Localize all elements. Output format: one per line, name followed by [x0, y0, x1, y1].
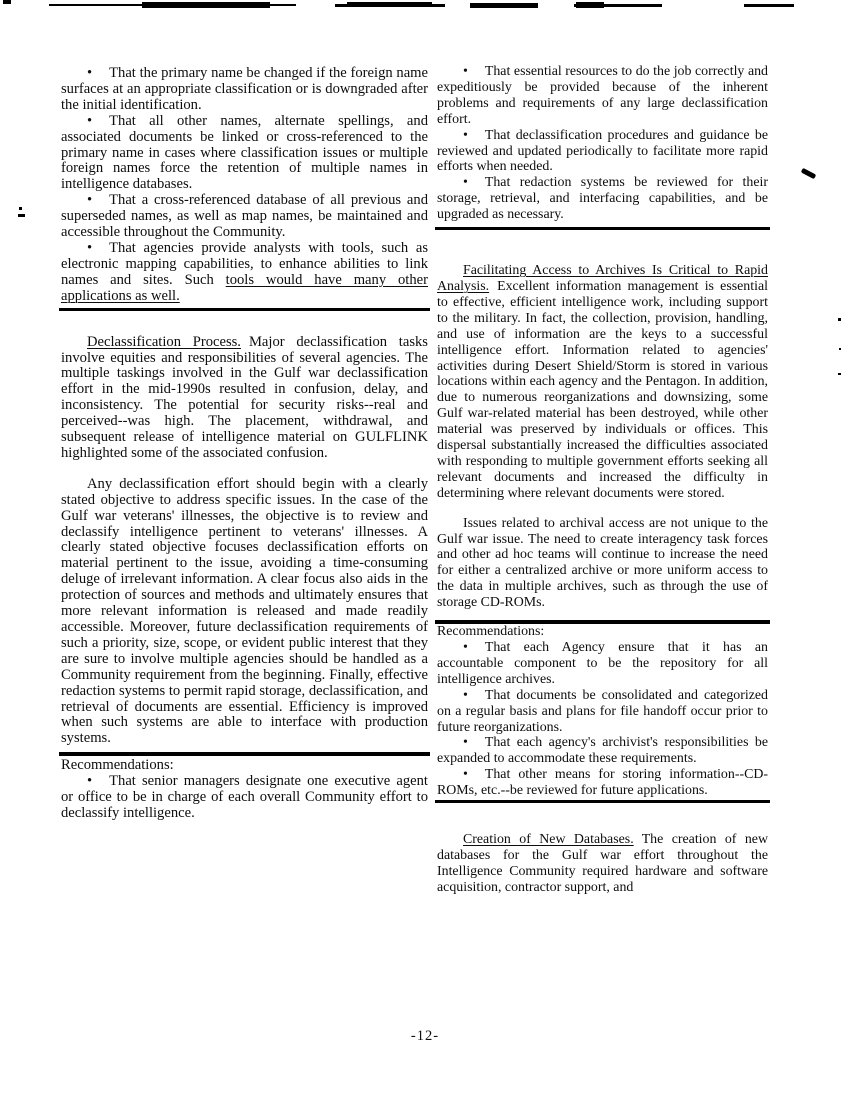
- scan-artifact: [18, 214, 25, 217]
- bullet-text: That each Agency ensure that it has an accountable component to be the repository for all intelligence archives.: [437, 640, 768, 687]
- underlined-text: tools would have many other applications as well.: [61, 271, 428, 304]
- section-paragraph: [61, 477, 428, 747]
- bullet-icon: •: [463, 687, 468, 703]
- section-body: Excellent information management is essential to effective, efficient intelligence work, including support to the military. In fact, the collection, provision, handling, and use of information are the keys to a successful intelligence effort. Information related to agencies' activities during Desert Shield/Storm is stored in various locations within each agency and the Pentagon. In addition, due to numerous reorganizations and downsizing, some Gulf war-related material has been destroyed, while other material was preserved by individuals or offices. This dispersal substantially increased the difficulties associated with responding to multiple government efforts seeking all relevant documents and increased the difficulty in determining where relevant documents were stored.: [437, 278, 768, 501]
- recommendations-heading: Recommendations:: [437, 624, 545, 640]
- bullet-text: That essential resources to do the job correctly and expeditiously be provided because of the inherent problems and requirements of any large declassification effort.: [437, 64, 768, 127]
- bullet-item: [61, 114, 428, 194]
- bullet-icon: •: [463, 127, 468, 143]
- horizontal-rule: [59, 752, 430, 756]
- bullet-text: That other means for storing information--CD-ROMs, etc.--be reviewed for future applications.: [437, 767, 768, 799]
- scan-artifact: [838, 318, 841, 321]
- bullet-item: [437, 767, 768, 799]
- bullet-icon: •: [463, 735, 468, 751]
- recommendations-heading: Recommendations:: [61, 757, 174, 774]
- left-column: [61, 66, 428, 822]
- section-body: The creation of new databases for the Gulf war effort throughout the Intelligence Community required hardware and software acquisition, contractor support, and: [437, 832, 768, 895]
- page-number: -12-: [410, 1028, 440, 1044]
- section-heading: Creation of New Databases.: [463, 832, 634, 848]
- bullet-text: That all other names, alternate spellings, and associated documents be linked or cross-referenced to the primary name in cases where classification issues or multiple foreign names force the retention of multiple names in intelligence databases.: [61, 112, 428, 193]
- scan-artifact: [470, 3, 538, 8]
- section-paragraph: [437, 516, 768, 611]
- bullet-item: [437, 175, 768, 223]
- horizontal-rule: [59, 308, 430, 311]
- bullet-item: [437, 735, 768, 767]
- bullet-icon: •: [87, 65, 93, 81]
- horizontal-rule: [435, 227, 770, 230]
- section-body: Any declassification effort should begin with a clearly stated objective to address specific issues. In the case of the Gulf war veterans' illnesses, the objective is to review and declassify intelligence pertinent to veterans' illnesses. A clearly stated objective focuses declassification efforts on material pertinent to the issue, avoiding a time-consuming deluge of irrelevant information. A clear focus also aids in the protection of sources and methods and ultimately ensures that more relevant information is released and made readily accessible. Moreover, future declassification requirements of such a priority, size, scope, or evident public interest that they are sure to involve multiple agencies should be handled as a Community requirement from the beginning. Finally, effective redaction systems to permit rapid storage, declassification, and retrieval of documents are essential. Efficiency is improved when such systems are able to interface with production systems.: [61, 475, 428, 747]
- scan-artifact: [19, 207, 22, 210]
- bullet-icon: •: [463, 640, 468, 655]
- section-paragraph: [61, 335, 428, 462]
- bullet-text: That documents be consolidated and categorized on a regular basis and plans for file handoff occur prior to future reorganizations.: [437, 687, 768, 735]
- horizontal-rule: [435, 800, 770, 803]
- scan-artifact: [142, 2, 270, 8]
- bullet-item: [437, 64, 768, 128]
- right-column: [437, 64, 768, 896]
- scan-artifact: [744, 4, 794, 7]
- bullet-text: That a cross-referenced database of all previous and superseded names, as well as map names, be maintained and accessible throughout the Community.: [61, 192, 428, 241]
- bullet-icon: •: [463, 767, 468, 783]
- section-body: Major declassification tasks involve equities and responsibilities of several agencies. The multiple taskings involved in the Gulf war declassification effort in the mid-1990s resulted in confusion, delay, and inconsistency. The potential for security risks--real and perceived--was high. The placement, withdrawal, and subsequent release of intelligence material on GULFLINK highlighted some of the associated confusion.: [61, 333, 428, 461]
- bullet-text: That the primary name be changed if the foreign name surfaces at an appropriate classification or is downgraded after the initial identification.: [61, 65, 428, 113]
- bullet-item: [61, 193, 428, 241]
- scan-artifact: [347, 2, 432, 7]
- section-paragraph: [437, 263, 768, 502]
- bullet-text: That senior managers designate one executive agent or office to be in charge of each overall Community effort to declassify intelligence.: [61, 773, 428, 821]
- bullet-icon: •: [87, 773, 93, 790]
- bullet-item: [61, 66, 428, 114]
- scan-artifact: [3, 0, 11, 4]
- section-body: Issues related to archival access are not unique to the Gulf war issue. The need to create interagency task forces and other ad hoc teams will continue to increase the need for either a centralized archive or more uniform access to the data in multiple archives, such as through the use of storage CD-ROMs.: [437, 515, 768, 611]
- bullet-icon: •: [463, 64, 468, 79]
- scan-artifact: [801, 168, 817, 179]
- bullet-text: That redaction systems be reviewed for their storage, retrieval, and interfacing capabilities, and be upgraded as necessary.: [437, 175, 768, 223]
- scan-artifact: [838, 373, 841, 375]
- bullet-text: That each agency's archivist's responsibilities be expanded to accommodate these requirements.: [437, 735, 768, 767]
- bullet-item: [437, 128, 768, 176]
- bullet-item: [437, 688, 768, 736]
- bullet-item: [437, 640, 768, 688]
- section-heading: Declassification Process.: [87, 333, 241, 350]
- scan-artifact: [839, 348, 841, 350]
- bullet-icon: •: [463, 175, 468, 191]
- section-paragraph: [437, 832, 768, 896]
- bullet-icon: •: [87, 192, 93, 209]
- scan-artifact: [576, 2, 604, 8]
- bullet-item: [61, 241, 428, 305]
- section-heading: Facilitating Access to Archives Is Critical to Rapid Analysis.: [437, 263, 768, 294]
- bullet-text: That agencies provide analysts with tools, such as electronic mapping capabilities, to enhance abilities to link names and sites. Such: [61, 239, 428, 288]
- bullet-item: [61, 774, 428, 822]
- bullet-icon: •: [87, 112, 93, 129]
- bullet-text: That declassification procedures and guidance be reviewed and updated periodically to facilitate more rapid efforts when needed.: [437, 127, 768, 175]
- bullet-icon: •: [87, 239, 93, 256]
